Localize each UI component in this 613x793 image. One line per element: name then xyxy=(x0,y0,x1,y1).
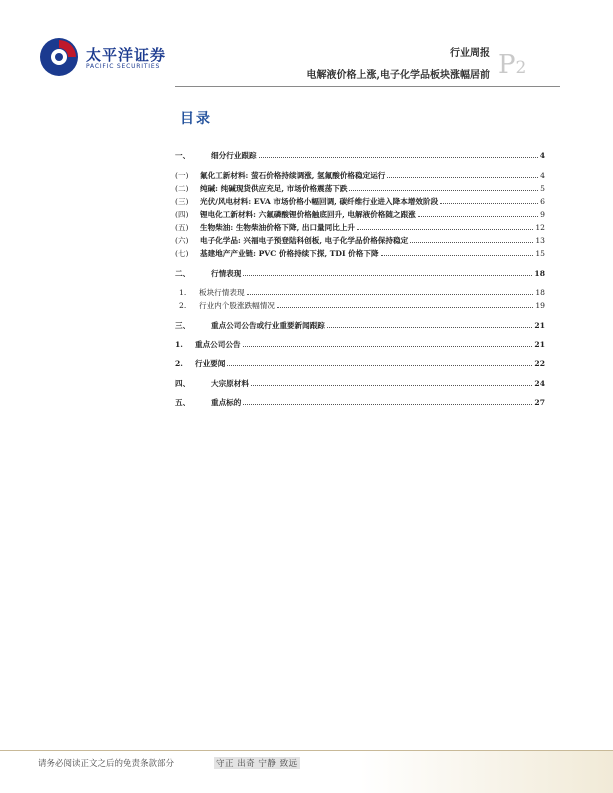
toc-leader-dots xyxy=(387,177,538,178)
toc-entry-page: 24 xyxy=(534,379,545,388)
toc-leader-dots xyxy=(243,346,533,347)
toc-entry-number: (七) xyxy=(175,249,189,258)
toc-leader-dots xyxy=(349,190,538,191)
toc-entry-page: 13 xyxy=(535,236,545,245)
toc-entry[interactable] xyxy=(175,266,545,278)
toc-entry-page: 18 xyxy=(535,288,545,297)
toc-entry-page: 4 xyxy=(540,171,545,180)
toc-leader-dots xyxy=(410,242,533,243)
toc-entry[interactable] xyxy=(175,395,545,407)
toc-entry-label: 板块行情表现 xyxy=(199,288,245,297)
toc-leader-dots xyxy=(247,294,534,295)
toc-entry-number: 四、 xyxy=(175,379,191,388)
toc-entry[interactable] xyxy=(175,376,545,388)
toc-entry-page: 27 xyxy=(534,398,545,407)
toc-entry[interactable] xyxy=(175,194,545,206)
toc-leader-dots xyxy=(440,203,538,204)
toc-entry-number: 二、 xyxy=(175,269,191,278)
page-number-letter: P xyxy=(498,50,516,80)
toc-entry[interactable] xyxy=(175,181,545,193)
toc-entry-label: 重点公司公告 xyxy=(195,340,241,349)
toc-entry[interactable] xyxy=(175,318,545,330)
toc-entry-number: (三) xyxy=(175,197,189,206)
toc-entry[interactable] xyxy=(175,356,545,368)
toc-entry[interactable] xyxy=(175,148,545,160)
toc-entry-page: 15 xyxy=(535,249,545,258)
toc-entry[interactable] xyxy=(175,337,545,349)
toc-leader-dots xyxy=(243,404,532,405)
toc-leader-dots xyxy=(357,229,533,230)
toc-entry-label: 氟化工新材料: 萤石价格持续调涨, 氢氟酸价格稳定运行 xyxy=(200,171,386,180)
toc-title: 目录 xyxy=(180,111,212,127)
toc-entry-number: (一) xyxy=(175,171,189,180)
footer-divider xyxy=(0,750,613,751)
toc-leader-dots xyxy=(259,157,538,158)
toc-entry-label: 基建地产产业链: PVC 价格持续下探, TDI 价格下降 xyxy=(200,249,379,258)
toc-entry[interactable] xyxy=(175,246,545,258)
toc-entry-label: 大宗原材料 xyxy=(211,379,249,388)
toc-entry-label: 重点标的 xyxy=(211,398,242,407)
toc-leader-dots xyxy=(418,216,538,217)
report-type: 行业周报 xyxy=(450,48,490,59)
logo-chinese-name: 太平洋证券 xyxy=(86,46,167,64)
toc-entry-page: 4 xyxy=(539,151,545,160)
toc-entry-page: 18 xyxy=(534,269,545,278)
toc-entry-number: 2. xyxy=(179,301,187,310)
toc-entry[interactable] xyxy=(175,207,545,219)
toc-entry[interactable] xyxy=(175,168,545,180)
toc-leader-dots xyxy=(251,385,532,386)
toc-entry[interactable] xyxy=(175,285,545,297)
toc-entry-label: 锂电化工新材料: 六氟磷酸锂价格触底回升, 电解液价格随之跟涨 xyxy=(200,210,416,219)
toc-leader-dots xyxy=(243,275,532,276)
toc-entry-label: 电子化学品: 兴福电子预登陆科创板, 电子化学品价格保持稳定 xyxy=(200,236,409,245)
toc-entry-label: 纯碱: 纯碱现货供应充足, 市场价格震荡下跌 xyxy=(200,184,348,193)
company-logo xyxy=(38,36,80,78)
toc-entry-number: (四) xyxy=(175,210,189,219)
toc-entry-label: 重点公司公告或行业重要新闻跟踪 xyxy=(211,321,325,330)
toc-entry[interactable] xyxy=(175,233,545,245)
logo-english-name: PACIFIC SECURITIES xyxy=(86,63,161,70)
footer-disclaimer: 请务必阅读正文之后的免责条款部分 xyxy=(38,759,175,769)
toc-entry-number: (二) xyxy=(175,184,189,193)
toc-entry-page: 9 xyxy=(540,210,545,219)
toc-entry-number: 1. xyxy=(179,288,187,297)
toc-entry-label: 光伏/风电材料: EVA 市场价格小幅回调, 碳纤维行业进入降本增效阶段 xyxy=(200,197,439,206)
toc-entry-label: 行业内个股涨跌幅情况 xyxy=(199,301,275,310)
toc-entry-number: (五) xyxy=(175,223,189,232)
toc-entry-page: 5 xyxy=(540,184,545,193)
page-number xyxy=(498,50,526,80)
toc-leader-dots xyxy=(227,365,532,366)
toc-leader-dots xyxy=(277,307,533,308)
footer-decoration xyxy=(360,750,613,793)
toc-entry[interactable] xyxy=(175,298,545,310)
toc-leader-dots xyxy=(327,327,533,328)
report-title: 电解液价格上涨,电子化学品板块涨幅居前 xyxy=(306,70,490,81)
toc-leader-dots xyxy=(381,255,534,256)
toc-entry-label: 行业要闻 xyxy=(195,359,226,368)
toc-entry[interactable] xyxy=(175,220,545,232)
toc-entry-page: 22 xyxy=(534,359,545,368)
toc-entry-label: 细分行业跟踪 xyxy=(211,151,257,160)
toc-entry-page: 12 xyxy=(535,223,545,232)
toc-entry-number: 五、 xyxy=(175,398,191,407)
toc-entry-page: 6 xyxy=(540,197,545,206)
toc-entry-label: 生物柴油: 生物柴油价格下降, 出口量同比上升 xyxy=(200,223,356,232)
toc-entry-page: 21 xyxy=(534,321,545,330)
toc-entry-page: 21 xyxy=(534,340,545,349)
toc-entry-number: 一、 xyxy=(175,151,191,160)
toc-entry-label: 行情表现 xyxy=(211,269,242,278)
toc-entry-number: 1. xyxy=(175,340,183,349)
footer-motto: 守正 出奇 宁静 致远 xyxy=(216,759,298,769)
toc-entry-number: 三、 xyxy=(175,321,191,330)
header-divider xyxy=(175,86,560,87)
page-number-value: 2 xyxy=(515,58,527,78)
toc-entry-number: (六) xyxy=(175,236,189,245)
toc-entry-page: 19 xyxy=(535,301,545,310)
toc-entry-number: 2. xyxy=(175,359,183,368)
